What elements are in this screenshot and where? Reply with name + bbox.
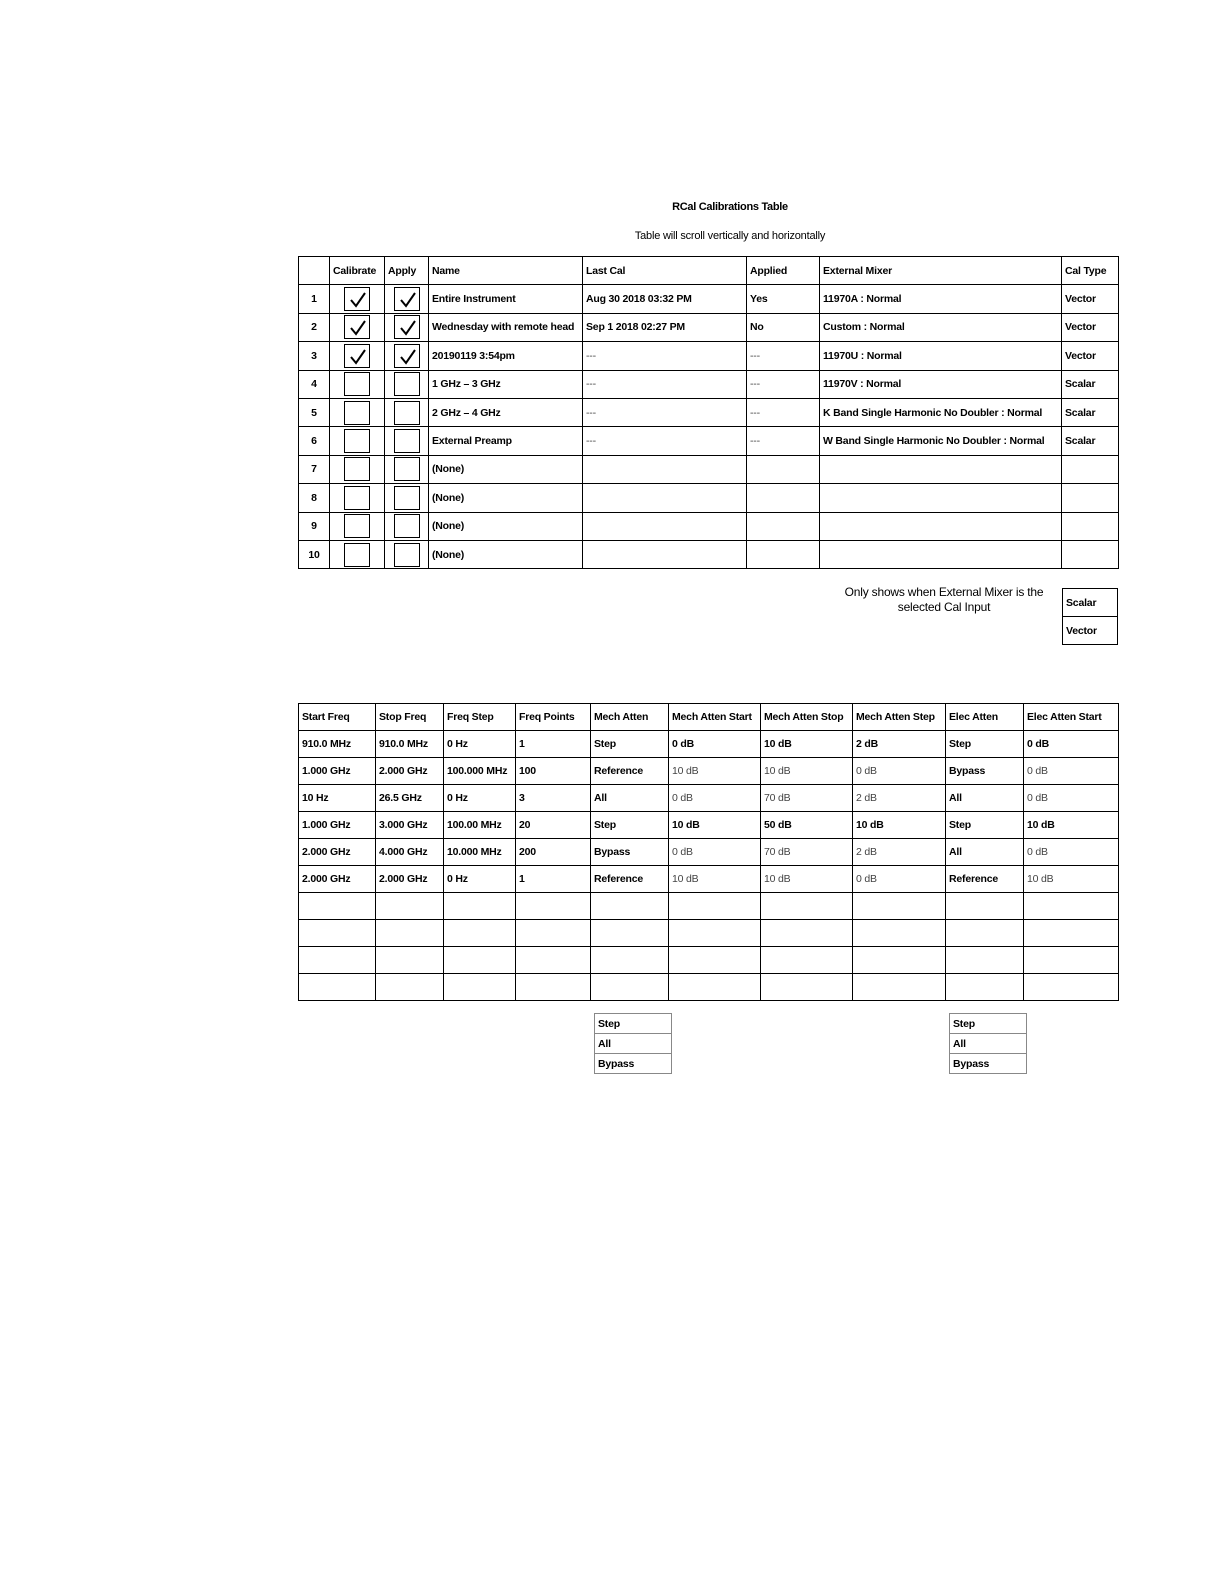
sweep-cell[interactable]: All [946,785,1024,812]
sweep-cell[interactable]: 0 dB [1024,785,1119,812]
apply-checkbox[interactable] [394,543,420,567]
mech-atten-option-all[interactable]: All [595,1034,672,1054]
sweep-cell[interactable] [299,947,376,974]
cal-name-cell[interactable]: External Preamp [429,427,583,455]
apply-cell [385,313,429,341]
calibrate-cell [330,540,385,568]
applied-cell: --- [747,398,820,426]
apply-cell [385,285,429,313]
sweep-header-cell: Mech Atten [591,704,669,731]
sweep-cell[interactable] [761,974,853,1001]
sweep-header-cell: Start Freq [299,704,376,731]
sweep-cell[interactable]: 100 [516,758,591,785]
sweep-header-cell: Stop Freq [376,704,444,731]
row-number: 2 [299,313,330,341]
cal-header-apply: Apply [385,257,429,285]
sweep-cell[interactable]: 10 dB [853,812,946,839]
row-number: 5 [299,398,330,426]
calibrate-checkbox[interactable] [344,372,370,396]
cal-table-row [299,484,1119,512]
last-cal-cell: --- [583,427,747,455]
sweep-cell[interactable] [444,974,516,1001]
sweep-cell[interactable]: 100.00 MHz [444,812,516,839]
sweep-cell[interactable] [376,947,444,974]
external-mixer-cell[interactable] [820,540,1062,568]
sweep-cell[interactable]: 3 [516,785,591,812]
row-number: 7 [299,455,330,483]
sweep-cell[interactable] [1024,893,1119,920]
sweep-cell[interactable]: 26.5 GHz [376,785,444,812]
apply-cell [385,512,429,540]
sweep-cell[interactable]: 910.0 MHz [376,731,444,758]
sweep-cell[interactable]: 1.000 GHz [299,812,376,839]
apply-checkbox[interactable] [394,401,420,425]
external-mixer-cell[interactable]: Custom : Normal [820,313,1062,341]
cal-name-cell[interactable]: 1 GHz – 3 GHz [429,370,583,398]
sweep-cell[interactable] [299,893,376,920]
sweep-cell[interactable]: 3.000 GHz [376,812,444,839]
applied-cell: --- [747,342,820,370]
cal-type-cell[interactable]: Scalar [1062,398,1119,426]
sweep-cell[interactable] [669,947,761,974]
sweep-cell[interactable]: Step [591,731,669,758]
sweep-cell[interactable]: 1 [516,731,591,758]
sweep-table-row [299,758,1119,785]
apply-checkbox[interactable] [394,486,420,510]
sweep-cell[interactable] [299,974,376,1001]
row-number: 8 [299,484,330,512]
sweep-cell[interactable]: Bypass [946,758,1024,785]
mech-atten-dropdown-list [594,1013,672,1074]
sweep-cell[interactable] [444,893,516,920]
cal-type-option[interactable]: Scalar [1063,589,1118,617]
cal-table-row [299,370,1119,398]
cal-type-cell[interactable]: Scalar [1062,370,1119,398]
sweep-cell[interactable]: 0 dB [853,758,946,785]
sweep-cell[interactable]: 10 dB [669,758,761,785]
apply-checkbox[interactable] [394,344,420,368]
apply-cell [385,455,429,483]
sweep-cell[interactable] [946,974,1024,1001]
last-cal-cell [583,512,747,540]
calibrate-cell [330,427,385,455]
sweep-cell[interactable] [376,920,444,947]
sweep-cell[interactable]: 2 dB [853,731,946,758]
cal-table-header-row [299,257,1119,285]
sweep-cell[interactable]: 10 dB [1024,866,1119,893]
calibrate-checkbox[interactable] [344,486,370,510]
apply-checkbox[interactable] [394,372,420,396]
apply-cell [385,540,429,568]
sweep-cell[interactable]: 10 dB [761,758,853,785]
sweep-cell[interactable] [761,947,853,974]
row-number: 4 [299,370,330,398]
sweep-cell[interactable] [516,920,591,947]
sweep-cell[interactable]: 0 dB [669,839,761,866]
sweep-cell[interactable]: Step [591,812,669,839]
cal-name-cell[interactable]: (None) [429,455,583,483]
sweep-cell[interactable]: 20 [516,812,591,839]
sweep-cell[interactable]: Step [946,812,1024,839]
cal-table-row [299,540,1119,568]
sweep-cell[interactable]: 2 dB [853,839,946,866]
sweep-cell[interactable]: All [946,839,1024,866]
cal-table-row [299,285,1119,313]
calibrate-cell [330,285,385,313]
sweep-cell[interactable] [1024,947,1119,974]
sweep-cell[interactable]: Reference [591,758,669,785]
sweep-cell[interactable]: 910.0 MHz [299,731,376,758]
sweep-cell[interactable]: 200 [516,839,591,866]
page-title: RCal Calibrations Table [672,201,788,213]
last-cal-cell: --- [583,398,747,426]
row-number: 10 [299,540,330,568]
apply-cell [385,370,429,398]
external-mixer-cell[interactable]: 11970U : Normal [820,342,1062,370]
sweep-cell[interactable] [946,947,1024,974]
calibrate-checkbox[interactable] [344,401,370,425]
sweep-table-row [299,974,1119,1001]
external-mixer-cell[interactable]: K Band Single Harmonic No Doubler : Normal [820,398,1062,426]
cal-type-cell[interactable] [1062,512,1119,540]
last-cal-cell: Sep 1 2018 02:27 PM [583,313,747,341]
sweep-cell[interactable] [376,893,444,920]
sweep-cell[interactable] [853,920,946,947]
sweep-cell[interactable]: 2.000 GHz [299,866,376,893]
sweep-cell[interactable]: 10 dB [669,866,761,893]
cal-table-row [299,427,1119,455]
sweep-header-cell: Mech Atten Step [853,704,946,731]
calibrate-checkbox[interactable] [344,315,370,339]
apply-checkbox[interactable] [394,287,420,311]
sweep-cell[interactable] [853,947,946,974]
applied-cell: Yes [747,285,820,313]
sweep-table-row [299,812,1119,839]
cal-type-cell[interactable]: Vector [1062,285,1119,313]
sweep-cell[interactable] [1024,920,1119,947]
sweep-cell[interactable] [946,920,1024,947]
cal-table-row [299,398,1119,426]
sweep-cell[interactable] [444,920,516,947]
row-number: 3 [299,342,330,370]
apply-checkbox[interactable] [394,457,420,481]
cal-name-cell[interactable]: 2 GHz – 4 GHz [429,398,583,426]
row-number: 6 [299,427,330,455]
calibrate-checkbox[interactable] [344,344,370,368]
external-mixer-cell[interactable] [820,512,1062,540]
apply-cell [385,342,429,370]
cal-table-row [299,313,1119,341]
cal-type-cell[interactable]: Scalar [1062,427,1119,455]
cal-header-applied: Applied [747,257,820,285]
calibrate-cell [330,512,385,540]
sweep-table-row [299,893,1119,920]
calibrations-table [298,256,1119,569]
sweep-cell[interactable] [591,974,669,1001]
cal-header-external-mixer: External Mixer [820,257,1062,285]
apply-checkbox[interactable] [394,429,420,453]
sweep-header-cell: Elec Atten Start [1024,704,1119,731]
cal-table-row [299,455,1119,483]
sweep-cell[interactable] [853,893,946,920]
sweep-cell[interactable]: 70 dB [761,785,853,812]
sweep-header-cell: Mech Atten Stop [761,704,853,731]
cal-type-cell[interactable]: Vector [1062,342,1119,370]
row-number: 9 [299,512,330,540]
calibrate-cell [330,313,385,341]
elec-atten-option-all[interactable]: All [950,1034,1027,1054]
external-mixer-cell[interactable] [820,484,1062,512]
cal-name-cell[interactable]: (None) [429,540,583,568]
sweep-cell[interactable] [946,893,1024,920]
applied-cell [747,540,820,568]
calibrate-cell [330,484,385,512]
cal-type-option[interactable]: Vector [1063,617,1118,645]
sweep-header-cell: Freq Points [516,704,591,731]
calibrate-checkbox[interactable] [344,543,370,567]
external-mixer-cell[interactable] [820,455,1062,483]
sweep-cell[interactable]: 10 dB [1024,812,1119,839]
sweep-cell[interactable] [761,920,853,947]
external-mixer-cell[interactable]: 11970A : Normal [820,285,1062,313]
sweep-header-cell: Mech Atten Start [669,704,761,731]
sweep-cell[interactable] [516,947,591,974]
last-cal-cell [583,455,747,483]
elec-atten-option-step[interactable]: Step [950,1014,1027,1034]
sweep-cell[interactable]: All [591,785,669,812]
sweep-cell[interactable] [591,920,669,947]
sweep-table-row [299,731,1119,758]
sweep-cell[interactable]: 2 dB [853,785,946,812]
sweep-cell[interactable]: 2.000 GHz [299,839,376,866]
mech-atten-option-bypass[interactable]: Bypass [595,1054,672,1074]
row-number: 1 [299,285,330,313]
sweep-cell[interactable] [761,893,853,920]
sweep-cell[interactable] [516,974,591,1001]
sweep-table-row [299,785,1119,812]
sweep-cell[interactable] [591,893,669,920]
last-cal-cell: --- [583,370,747,398]
sweep-cell[interactable]: 0 dB [853,866,946,893]
sweep-cell[interactable] [591,947,669,974]
calibrate-checkbox[interactable] [344,429,370,453]
sweep-cell[interactable] [853,974,946,1001]
cal-name-cell[interactable]: (None) [429,512,583,540]
sweep-cell[interactable]: 50 dB [761,812,853,839]
applied-cell: No [747,313,820,341]
last-cal-cell [583,484,747,512]
calibrate-checkbox[interactable] [344,514,370,538]
sweep-cell[interactable]: 2.000 GHz [376,866,444,893]
sweep-cell[interactable]: 1.000 GHz [299,758,376,785]
sweep-cell[interactable]: 0 Hz [444,731,516,758]
sweep-cell[interactable] [669,974,761,1001]
sweep-cell[interactable]: 10 dB [761,866,853,893]
sweep-settings-table [298,703,1119,1001]
sweep-cell[interactable] [669,893,761,920]
cal-type-cell[interactable] [1062,455,1119,483]
calibrate-cell [330,398,385,426]
sweep-header-cell: Freq Step [444,704,516,731]
sweep-cell[interactable]: 0 dB [1024,731,1119,758]
sweep-cell[interactable] [376,974,444,1001]
last-cal-cell [583,540,747,568]
cal-type-cell[interactable]: Vector [1062,313,1119,341]
sweep-cell[interactable]: 10.000 MHz [444,839,516,866]
last-cal-cell: --- [583,342,747,370]
sweep-cell[interactable] [1024,974,1119,1001]
sweep-cell[interactable]: 10 dB [669,812,761,839]
apply-cell [385,398,429,426]
cal-header-index [299,257,330,285]
sweep-cell[interactable]: 1 [516,866,591,893]
applied-cell [747,484,820,512]
calibrate-checkbox[interactable] [344,287,370,311]
cal-name-cell[interactable]: Wednesday with remote head [429,313,583,341]
sweep-cell[interactable]: 100.000 MHz [444,758,516,785]
sweep-header-cell: Elec Atten [946,704,1024,731]
calibrate-cell [330,455,385,483]
sweep-cell[interactable]: 4.000 GHz [376,839,444,866]
sweep-table-row [299,920,1119,947]
calibrate-cell [330,370,385,398]
cal-type-cell[interactable] [1062,540,1119,568]
sweep-cell[interactable]: 10 dB [761,731,853,758]
sweep-cell[interactable]: Reference [591,866,669,893]
sweep-cell[interactable]: 0 dB [669,785,761,812]
external-mixer-note: Only shows when External Mixer is the selected Cal Input [844,585,1044,614]
sweep-cell[interactable] [299,920,376,947]
cal-header-name: Name [429,257,583,285]
cal-table-row [299,512,1119,540]
page-subtitle: Table will scroll vertically and horizontally [634,230,826,242]
sweep-cell[interactable]: 0 Hz [444,785,516,812]
sweep-cell[interactable]: Step [946,731,1024,758]
sweep-cell[interactable]: 70 dB [761,839,853,866]
mech-atten-option-step[interactable]: Step [595,1014,672,1034]
sweep-cell[interactable]: 0 dB [669,731,761,758]
calibrate-cell [330,342,385,370]
elec-atten-option-bypass[interactable]: Bypass [950,1054,1027,1074]
sweep-cell[interactable]: 0 Hz [444,866,516,893]
sweep-table-row [299,947,1119,974]
apply-checkbox[interactable] [394,315,420,339]
elec-atten-dropdown-list [949,1013,1027,1074]
apply-checkbox[interactable] [394,514,420,538]
sweep-table-row [299,839,1119,866]
cal-header-last-cal: Last Cal [583,257,747,285]
sweep-cell[interactable]: 10 Hz [299,785,376,812]
apply-cell [385,484,429,512]
applied-cell: --- [747,427,820,455]
sweep-cell[interactable]: 0 dB [1024,758,1119,785]
applied-cell: --- [747,370,820,398]
calibrate-checkbox[interactable] [344,457,370,481]
cal-type-dropdown-list [1062,588,1118,645]
external-mixer-cell[interactable]: W Band Single Harmonic No Doubler : Normal [820,427,1062,455]
sweep-table-header-row [299,704,1119,731]
cal-type-cell[interactable] [1062,484,1119,512]
cal-name-cell[interactable]: Entire Instrument [429,285,583,313]
cal-table-row [299,342,1119,370]
cal-name-cell[interactable]: (None) [429,484,583,512]
applied-cell [747,455,820,483]
applied-cell [747,512,820,540]
last-cal-cell: Aug 30 2018 03:32 PM [583,285,747,313]
cal-header-calibrate: Calibrate [330,257,385,285]
sweep-cell[interactable] [669,920,761,947]
sweep-cell[interactable]: Reference [946,866,1024,893]
sweep-cell[interactable] [516,893,591,920]
cal-name-cell[interactable]: 20190119 3:54pm [429,342,583,370]
sweep-cell[interactable] [444,947,516,974]
sweep-cell[interactable]: 2.000 GHz [376,758,444,785]
external-mixer-cell[interactable]: 11970V : Normal [820,370,1062,398]
apply-cell [385,427,429,455]
sweep-cell[interactable]: 0 dB [1024,839,1119,866]
sweep-cell[interactable]: Bypass [591,839,669,866]
sweep-table-row [299,866,1119,893]
cal-header-cal-type: Cal Type [1062,257,1119,285]
